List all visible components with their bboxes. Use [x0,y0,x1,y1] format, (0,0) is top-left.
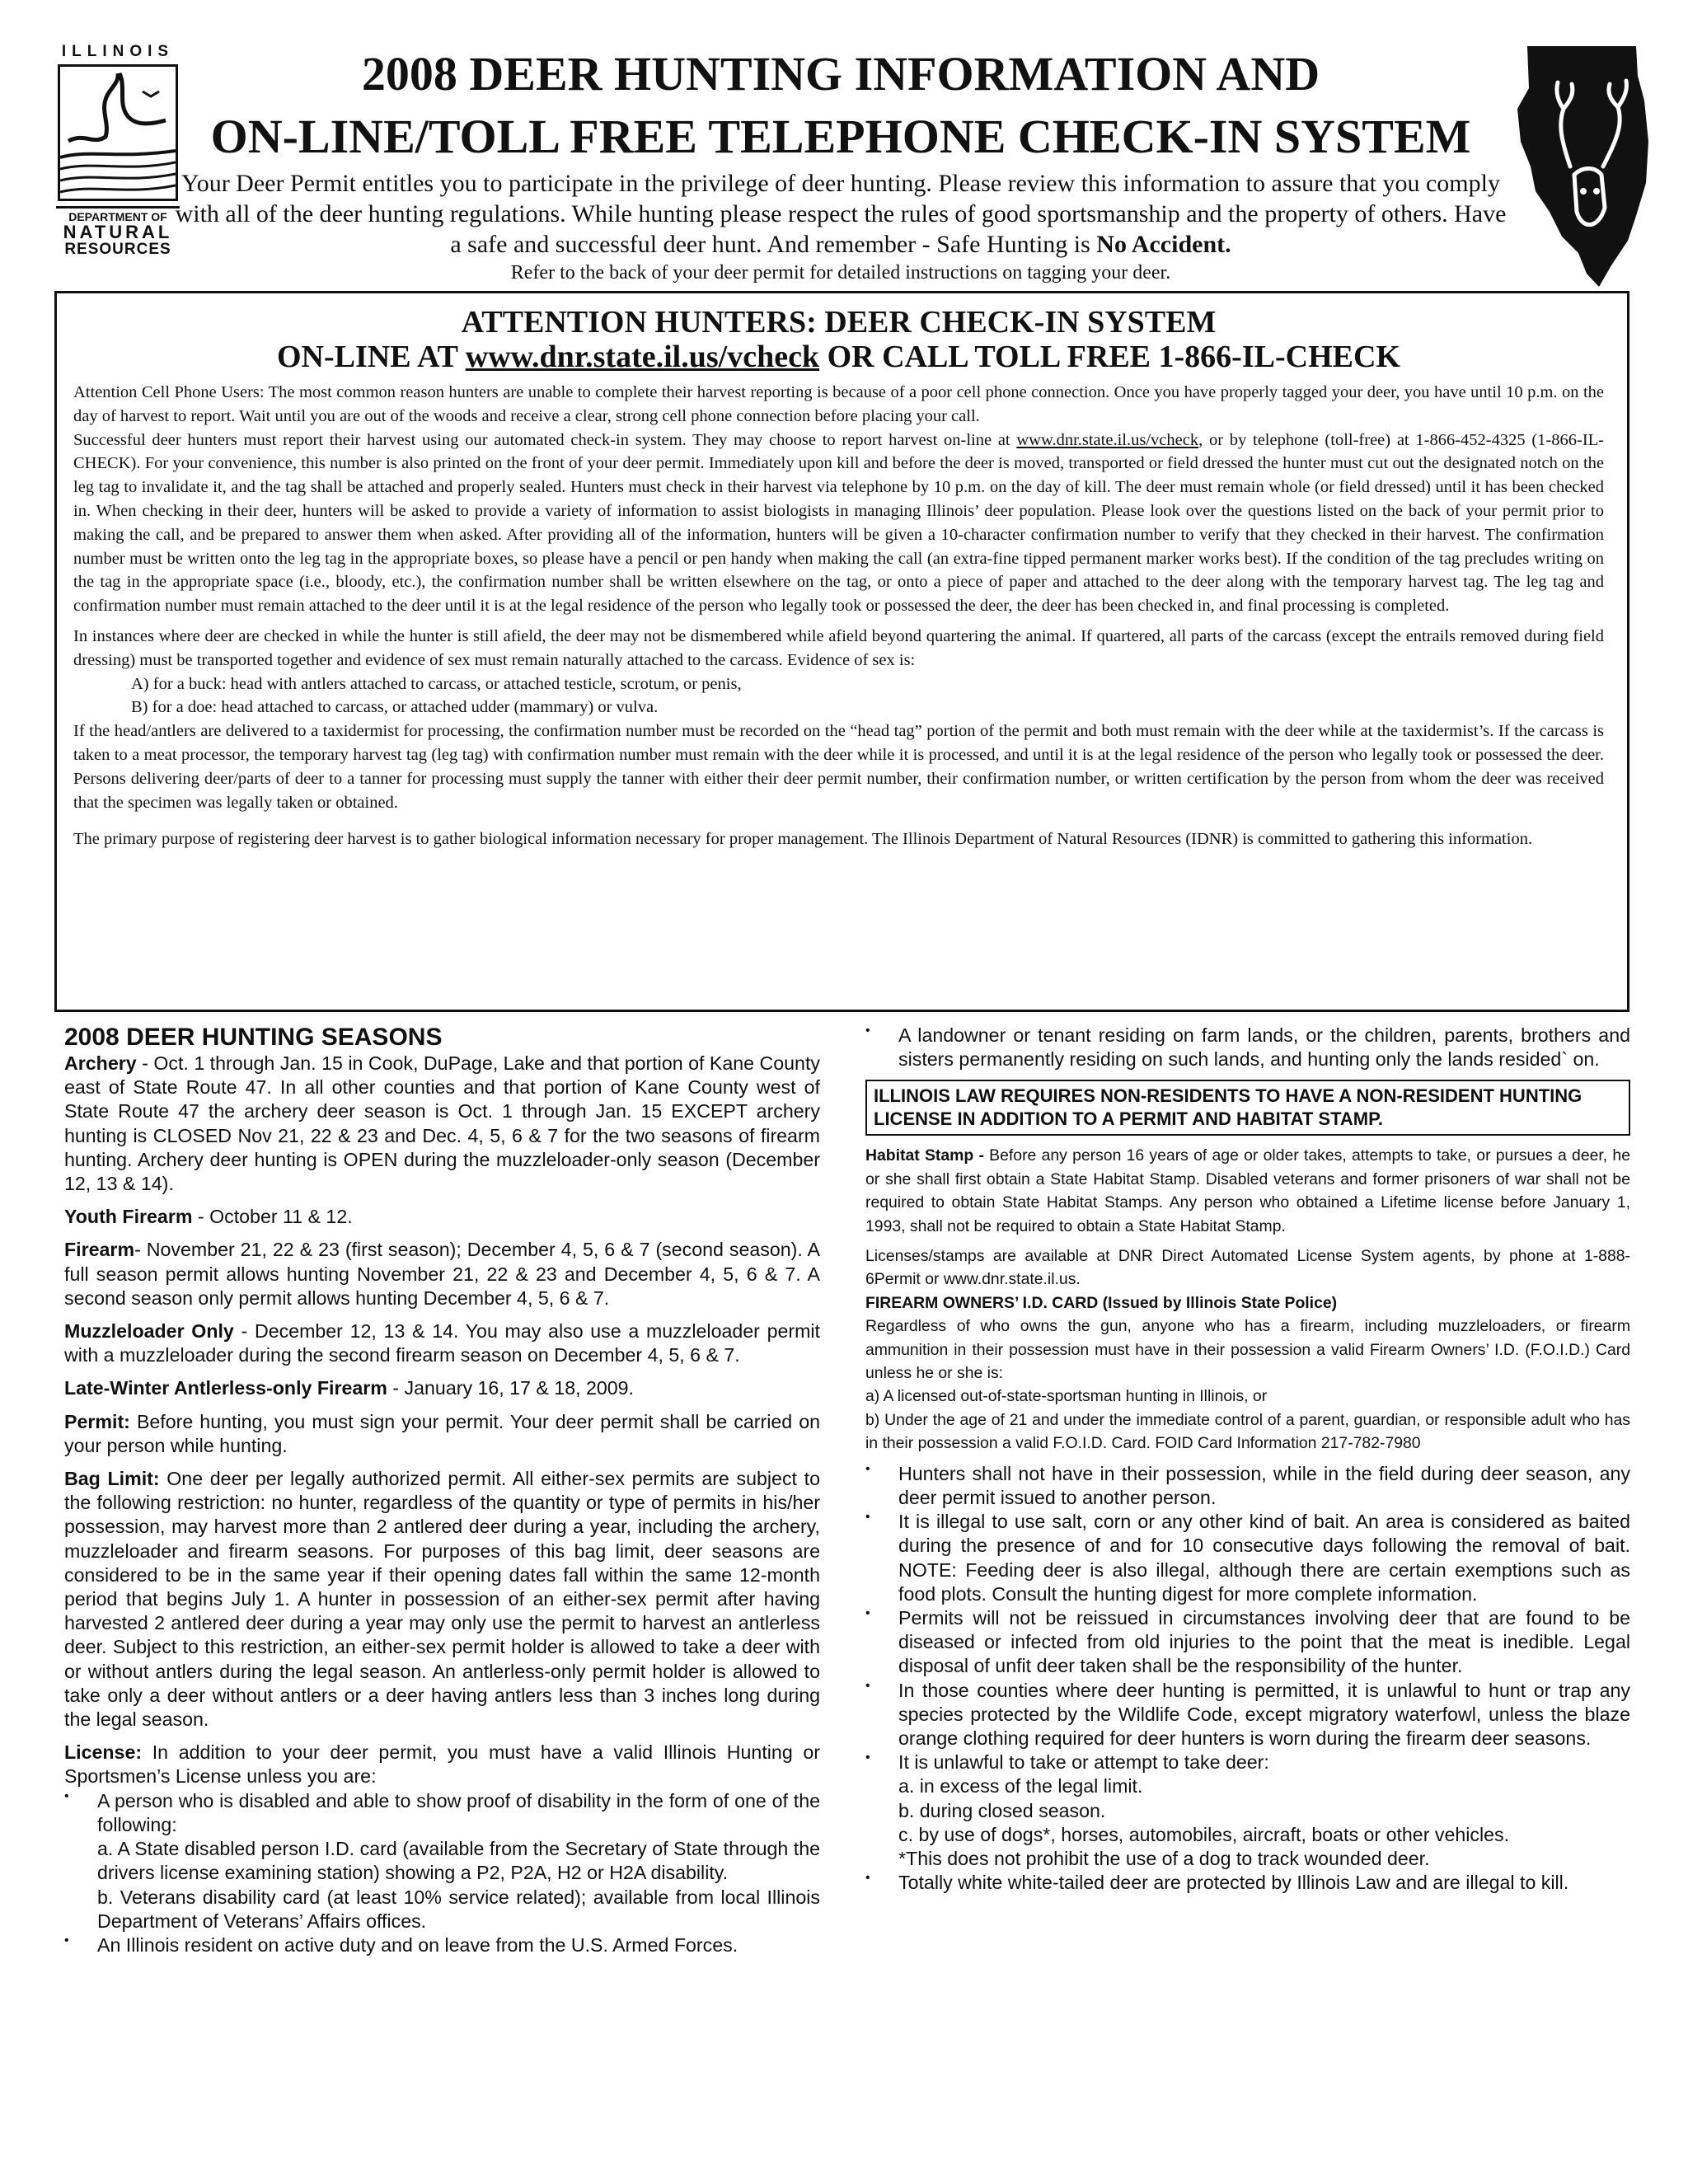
refer-note: Refer to the back of your deer permit for detailed instructions on tagging your deer. [510,262,1171,284]
evidence-doe: B) for a doe: head attached to carcass, or attached udder (mammary) or vulva. [131,698,659,717]
foid-heading [865,1291,1630,1315]
idnr-logo [56,43,180,265]
muzzleloader-season [64,1319,820,1367]
firearm-text: - November 21, 22 & 23 (first season); December 4, 5, 6 & 7 (second season). A full season permit allows hunting November 21, 22 & 23 and December 4, 5, 6 & 7. A second season only permit allows hunting December 4, 5, 6 & 7. [64,1239,820,1309]
firearm-season [64,1238,820,1310]
landscape-icon [60,67,176,199]
landowner-bullet: A landowner or tenant residing on farm lands, or the children, parents, brothers and sisters permanently residing on such lands, and hunting only the lands resided` on. [898,1024,1630,1071]
muzzle-label: Muzzleloader Only [64,1320,234,1343]
permit-rule [64,1410,820,1458]
logo-resources: RESOURCES [64,241,171,258]
blaze-orange-bullet: In those counties where deer hunting is permitted, it is unlawful to hunt or trap any species protected by the Wildlife Code, except migratory waterfowl, unless the blaze orange clothing required for deer hunters is worn during the firearm deer seasons. [898,1679,1630,1749]
bullet-icon: • [865,1871,870,1886]
white-deer-bullet: Totally white white-tailed deer are protected by Illinois Law and are illegal to kill. [898,1872,1569,1894]
bullet-icon: • [865,1605,870,1620]
page-title [165,43,1517,168]
unlawful-c: c. by use of dogs*, horses, automobiles, aircraft, boats or other vehicles. [898,1823,1510,1845]
attention-heading-2 [73,340,1604,374]
list-item [865,1679,1630,1751]
intro-paragraph [173,168,1508,260]
attention-box [54,291,1629,1012]
afield-paragraph: In instances where deer are checked in while the hunter is still afield, the deer may not be dismembered while afield beyond quartering the animal. If quartered, all parts of the carcass (except the entrails removed during field dressing) must be transported together and evidence of sex must remain naturally attached to the carcass. Evidence of sex is: [73,626,1604,669]
archery-text: - Oct. 1 through Jan. 15 in Cook, DuPage, Lake and that portion of Kane County east of State Route 47. In all other counties and that portion of Kane County west of State Route 47 the archery deer season is Oct. 1 through Jan. 15 EXCEPT archery hunting is CLOSED Nov 21, 22 & 23 and Dec. 4, 5, 6 & 7 for the two seasons of firearm hunting. Archery deer hunting is OPEN during the muzzleloader-only season (December 12, 13 & 14). [64,1052,820,1195]
non-resident-law-box: ILLINOIS LAW REQUIRES NON-RESIDENTS TO HAVE A NON-RESIDENT HUNTING LICENSE IN ADDITION TO A PERMIT AND HABITAT STAMP. [865,1080,1630,1136]
disabled-option-a: a. A State disabled person I.D. card (available from the Secretary of State through the drivers license examining station) showing a P2, P2A, H2 or H2A disability. [97,1838,820,1884]
heading2-pre: ON-LINE AT [277,340,466,374]
bullet-icon: • [865,1678,870,1693]
foid-text: Regardless of who owns the gun, anyone who has a firearm, including muzzleloaders, or firearm ammunition in their possession must have in their possession a valid Firearm Owners’ I.D. (F.O.I.D.) Card unless he or she is: [865,1317,1630,1383]
disabled-bullet: A person who is disabled and able to show proof of disability in the form of one of the following: [97,1789,820,1835]
bag-label: Bag Limit: [64,1468,160,1490]
habitat-text: Before any person 16 years of age or older takes, attempts to take, or pursues a deer, he or she shall first obtain a State Habitat Stamp. Disabled veterans and former prisoners of war shall not be required to obtain State Habitat Stamps. Any person who obtained a Lifetime license before January 1, 1993, shall not be required to obtain a State Habitat Stamp. [865,1146,1630,1235]
archery-season [64,1052,820,1196]
license-text: In addition to your deer permit, you must have a valid Illinois Hunting or Sportsmen’s License unless you are: [64,1741,820,1788]
habitat-stamp [865,1144,1630,1238]
intro-text: Your Deer Permit entitles you to participate in the privilege of deer hunting. Please review this information to assure that you comply with all of the deer hunting regulations. While hunting please respect the rules of good sportsmanship and the property of others. Have a safe and successful deer hunt. And remember - Safe Hunting is [175,170,1507,258]
unlawful-a: a. in excess of the legal limit. [898,1775,1143,1797]
title-line-1: 2008 DEER HUNTING INFORMATION AND [361,47,1320,101]
foid-heading-text: FIREARM OWNERS’ I.D. CARD (Issued by Illinois State Police) [865,1293,1338,1312]
bullet-icon: • [865,1510,870,1525]
attention-heading-1: ATTENTION HUNTERS: DEER CHECK-IN SYSTEM [461,305,1217,340]
bag-text: One deer per legally authorized permit. All either-sex permits are subject to the following restriction: no hunter, regardless of the quantity or type of permits in his/her possession, may harvest more than 2 antlered deer during a year, including the archery, muzzleloader and firearm seasons. For purposes of this bag limit, deer seasons are considered to be in the same year if their opening dates fall within the same 12-month period that begins July 1. A hunter in possession of an either-sex permit after having harvested 2 antlered deer during a year may only use the permit to harvest an antlerless deer. Subject to this restriction, an either-sex permit holder is allowed to take a deer with or without antlers during the legal season. An antlerless-only permit holder is allowed to take only a deer without antlers or a deer having antlers less than 3 inches long during the legal season. [64,1468,820,1731]
unlawful-b: b. during closed season. [898,1799,1106,1821]
list-item [865,1462,1630,1510]
logo-natural: NATURAL [63,222,173,242]
bullet-icon: • [865,1461,870,1476]
logo-state: ILLINOIS [61,43,175,60]
cell-phone-paragraph: Attention Cell Phone Users: The most common reason hunters are unable to complete their harvest reporting is because of a poor cell phone connection. Once you have properly tagged your deer, you have until 10 p.m. on the day of harvest to report. Wait until you are out of the woods and receive a clear, strong cell phone connection before placing your call. [73,383,1604,425]
permit-text: Before hunting, you must sign your permit. Your deer permit shall be carried on your person while hunting. [64,1410,820,1456]
list-item [865,1606,1630,1679]
title-line-2: ON-LINE/TOLL FREE TELEPHONE CHECK-IN SYSTEM [210,110,1471,163]
logo-department: DEPARTMENT OF [56,206,180,223]
archery-label: Archery [64,1052,137,1074]
foid-exception-b: b) Under the age of 21 and under the immediate control of a parent, guardian, or responsible adult who has in their possession a valid F.O.I.D. Card. FOID Card Information 217-782-7980 [865,1410,1630,1453]
unlawful-bullet: It is unlawful to take or attempt to take deer: [898,1751,1269,1774]
p2-post: , or by telephone (toll-free) at 1-866-452-4325 (1-866-IL-CHECK). For your convenience, this number is also printed on the front of your deer permit. Immediately upon kill and before the deer is moved, transported or field dressed the hunter must cut out the designated notch on the leg tag to invalidate it, and the tag shall be attached and properly sealed. Hunters must check in their harvest via telephone by 10 p.m. on the day of kill. The deer must remain whole (or field dressed) until it has been checked in. When checking in their deer, hunters will be asked to provide a variety of information to assist biologists in managing Illinois’ deer population. Please look over the questions listed on the back of your permit prior to making the call, and be prepared to answer them when asked. After providing all of the information, hunters will be given a 10-character confirmation number to verify that they checked in their harvest. The confirmation number must be written onto the leg tag in the appropriate boxes, so please have a pencil or pen handy when making the call (an extra-fine tipped permanent marker works best). If the condition of the tag precludes writing on the tag in the appropriate space (i.e., bloody, etc.), the confirmation number shall be written elsewhere on the tag, or onto a piece of paper and attached to the deer along with the temporary harvest tag. The leg tag and confirmation number must remain attached to the deer until it is at the legal residence of the person who legally took or possessed the deer, the deer has been checked in, and final processing is completed. [73,430,1604,616]
disabled-option-b: b. Veterans disability card (at least 10% service related); available from local Illinois Department of Veterans’ Affairs offices. [97,1886,820,1932]
list-item [64,1789,820,1933]
heading2-post: OR CALL TOLL FREE 1-866-IL-CHECK [819,340,1400,374]
left-column [64,1024,820,1957]
youth-season [64,1205,820,1229]
license-rule [64,1741,820,1788]
list-item [865,1024,1630,1071]
taxidermist-paragraph: If the head/antlers are delivered to a taxidermist for processing, the confirmation number must be recorded on the “head tag” portion of the permit and both must remain with the deer while at the taxidermist’s. If the carcass is taken to a meat processor, the temporary harvest tag (leg tag) with confirmation number must remain with the deer while it is processed, and until it is at the legal residence of the person who legally took or possessed the deer. Persons delivering deer/parts of deer to a tanner for processing must supply the tanner with either their deer permit number, their confirmation number, or written certification by the person from whom the deer was received that the specimen was legally taken or obtained. [73,722,1604,812]
youth-text: - October 11 & 12. [192,1206,353,1228]
late-text: - January 16, 17 & 18, 2009. [387,1377,634,1399]
bag-limit-rule [64,1467,820,1732]
bullet-icon: • [865,1024,870,1038]
firearm-label: Firearm [64,1239,135,1261]
bullet-icon: • [64,1788,69,1803]
evidence-buck: A) for a buck: head with antlers attached to carcass, or attached testicle, scrotum, or penis, [131,674,742,693]
report-harvest-paragraph [73,429,1604,618]
bait-bullet: It is illegal to use salt, corn or any other kind of bait. An area is considered as baited during the presence of and for 10 consecutive days following the removal of bait. NOTE: Feeding deer is also illegal, although there are certain exemptions such as food plots. Consult the hunting digest for more complete information. [898,1511,1630,1605]
intro-bold: No Accident. [1096,231,1231,258]
permit-possession-bullet: Hunters shall not have in their possession, while in the field during deer season, any deer permit issued to another person. [898,1462,1630,1508]
list-item [64,1933,820,1957]
vcheck-link-inline[interactable]: www.dnr.state.il.us/vcheck [1016,430,1199,449]
habitat-label: Habitat Stamp - [865,1146,984,1165]
purpose-paragraph: The primary purpose of registering deer harvest is to gather biological information necessary for proper management. The Illinois Department of Natural Resources (IDNR) is committed to gathering this information. [73,830,1533,849]
youth-label: Youth Firearm [64,1206,193,1228]
illinois-deer-icon [1512,43,1657,290]
late-label: Late-Winter Antlerless-only Firearm [64,1377,387,1399]
late-winter-season [64,1376,820,1400]
bullet-icon: • [64,1933,69,1947]
right-column [865,1024,1630,1895]
muzzle-text: - December 12, 13 & 14. You may also use a muzzleloader permit with a muzzleloader during the second firearm season on December 4, 5, 6 & 7. [64,1320,820,1366]
p2-pre: Successful deer hunters must report their harvest using our automated check-in system. They may choose to report harvest on-line at [73,430,1017,449]
permit-label: Permit: [64,1410,130,1432]
licenses-note: Licenses/stamps are available at DNR Direct Automated License System agents, by phone at 1-888-6Permit or www.dnr.state.il.us. [865,1247,1630,1289]
reissue-bullet: Permits will not be reissued in circumstances involving deer that are found to be diseased or infected from old injuries to the point that the meat is inedible. Legal disposal of unfit deer taken shall be the responsibility of the hunter. [898,1606,1630,1677]
bullet-icon: • [865,1750,870,1765]
active-duty-bullet: An Illinois resident on active duty and on leave from the U.S. Armed Forces. [97,1933,738,1956]
list-item [865,1750,1630,1871]
license-label: License: [64,1741,143,1764]
unlawful-note: *This does not prohibit the use of a dog to track wounded deer. [898,1847,1430,1869]
list-item [865,1871,1630,1895]
logo-emblem [58,64,178,201]
vcheck-link[interactable]: www.dnr.state.il.us/vcheck [465,340,820,374]
list-item [865,1510,1630,1606]
seasons-heading: 2008 DEER HUNTING SEASONS [64,1024,443,1051]
foid-exception-a: a) A licensed out-of-state-sportsman hunting in Illinois, or [865,1387,1268,1406]
